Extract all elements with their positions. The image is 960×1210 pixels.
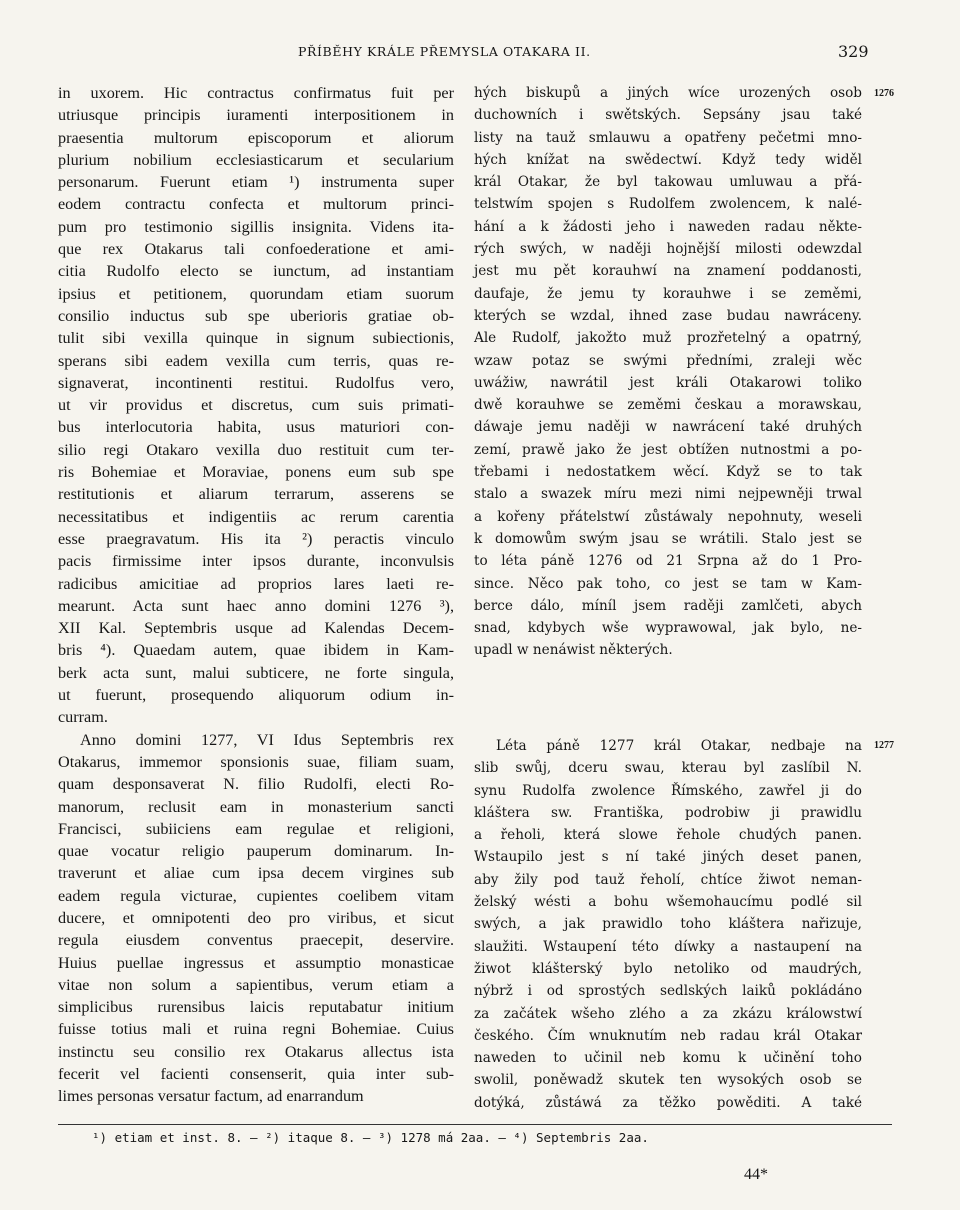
text-line: Ale Rudolf, jakožto muž prozřetelný a opatrný, [474, 330, 862, 347]
page-number: 329 [838, 42, 869, 61]
text-line: in uxorem. Hic contractus confirmatus fuit per [58, 84, 454, 102]
text-line: radicibus amicitiae ad proprios lares laeti re- [58, 574, 454, 593]
text-line: ris Bohemiae et Moraviae, ponens eum sub spe [58, 463, 454, 482]
text-line: swých, a jak prawidlo toho kláštera nařizuje, [474, 916, 862, 933]
text-line: hých knížat na swědectwí. Když tedy widěl [474, 151, 862, 168]
text-line: ipsius et petitionem, quorundam etiam suorum [58, 284, 454, 303]
text-line: Otakarus, immemor sponsionis suae, filiam suam, [58, 752, 454, 771]
text-line: utriusque principis iuramenti interpositionem in [58, 106, 454, 125]
text-line: za začátek wšeho zlého a za zkázu králowstwí [474, 1005, 862, 1022]
text-line: ut vir providus et discretus, cum suis primati- [58, 396, 454, 415]
text-line: upadl w nenáwist některých. [474, 642, 673, 659]
text-line: bus interlocutoria habita, usus maturiori con- [58, 418, 454, 437]
text-line: a kořeny přátelstwí zůstáwaly nepohnuty, weseli [474, 508, 862, 525]
text-line: quam desponsaverat N. filio Rudolfi, electi Ro- [58, 775, 454, 794]
text-line: hých biskupů a jiných wíce urozených osob [474, 85, 862, 101]
text-line: pacis firmissime inter ipsos durante, inconvulsis [58, 552, 454, 571]
footnotes: ¹) etiam et inst. 8. — ²) itaque 8. — ³) 1278 má 2aa. — ⁴) Septembris 2aa. [92, 1130, 649, 1145]
text-line: berk acta sunt, malui subticere, ne forte singula, [58, 663, 454, 682]
text-line: Wstaupilo jest s ní také jiných deset panen, [474, 849, 862, 866]
czech-text-column-top [474, 82, 862, 662]
text-line: dwě korauhwe se zeměmi českau a morawskau, [474, 397, 862, 414]
text-line: manorum, reclusit eam in monasterium sancti [58, 797, 454, 816]
text-line: restitutionis et aliarum terrarum, asserens se [58, 485, 454, 504]
text-line: mearunt. Acta sunt haec anno domini 1276 ³), [58, 596, 454, 615]
text-line: simplicibus rurensibus laicis reputabatur initium [58, 998, 454, 1017]
text-line: snad, kdybych wše wyprawowal, jak bylo, ne- [474, 620, 862, 637]
text-line: limes personas versatur factum, ad enarrandum [58, 1087, 364, 1106]
text-line: XII Kal. Septembris usque ad Kalendas Decem- [58, 619, 454, 638]
running-header [0, 44, 960, 64]
text-line: a řeholi, která slowe řehole chudých panen. [474, 827, 862, 844]
text-line: swolil, poněwadž skutek ten wysokých osob se [474, 1072, 862, 1089]
text-line: to léta páně 1276 od 21 Srpna až do 1 Pro- [474, 553, 862, 570]
text-line: zemí, prawě jako že jest obtížen nutnostmi a po- [474, 441, 862, 458]
text-line: personarum. Fuerunt etiam ¹) instrumenta super [58, 173, 454, 192]
margin-year-1277: 1277 [874, 740, 894, 751]
text-line: aby žily pod tauž řeholí, chtíce žiwot neman- [474, 871, 862, 888]
text-line: quae vocatur religio pauperum dominarum. In- [58, 842, 454, 861]
text-line: českého. Čím wnuknutím neb radau král Otakar [474, 1027, 862, 1044]
text-line: fuisse totius mali et ruina regni Bohemiae. Cuius [58, 1020, 454, 1039]
text-line: dáwaje jemu naději w nawrácení také druhých [474, 419, 862, 436]
text-line: consilio inductus sub spe uberioris gratiae ob- [58, 306, 454, 325]
text-line: traverunt et aliae cum ipsa decem virgines sub [58, 864, 454, 883]
text-line: kterých se wzdal, ihned zase budau nawráceny. [474, 307, 862, 324]
text-line: instinctu seu consilio rex Otakarus allectus ista [58, 1042, 454, 1061]
footnote-rule [58, 1124, 892, 1125]
text-line: dotýká, zůstáwá za těžko powěditi. A také [474, 1094, 862, 1111]
margin-year-1276: 1276 [874, 88, 894, 99]
text-line: synu Rudolfa zwolence Římského, zawřel ji do [474, 782, 862, 799]
text-line: Francisci, subiiciens eam regulae et religioni, [58, 819, 454, 838]
text-line: regula eiusdem conventus praecepit, deservire. [58, 931, 454, 950]
latin-text-column [58, 82, 454, 1108]
text-line: žiwot klášterský bylo netoliko od maudrých, [474, 960, 862, 977]
text-line: silio regi Otakaro vexilla duo restituit cum ter- [58, 440, 454, 459]
text-line: nawеden to učinil neb komu k učinění toho [474, 1050, 862, 1067]
text-line: ut fuerunt, prosequendo aliquorum odium in- [58, 686, 454, 705]
text-line: que rex Otakarus tali confoederatione et ami- [58, 240, 454, 259]
text-line: signaverat, incontinenti restitui. Rudolfus vero, [58, 373, 454, 392]
text-line: bris ⁴). Quaedam autem, quae ibidem in Kam- [58, 641, 454, 660]
czech-text-column-bottom [474, 735, 862, 1114]
text-line: necessitatibus et indigentiis ac rerum carentia [58, 507, 454, 526]
text-line: král Otakar, že byl takowau umluwau a přá- [474, 174, 862, 191]
text-line: telstwím spojen s Rudolfem zwolencem, k nalé- [474, 196, 862, 213]
text-line: slib swůj, dceru swau, kterau byl zaslíbil N. [474, 760, 862, 777]
text-line: berce dálo, míníl jsem raději zamlčeti, abych [474, 597, 862, 614]
text-line: plurium nobilium ecclesiasticarum et secularium [58, 150, 454, 169]
text-line: Léta páně 1277 král Otakar, nedbaje na [496, 738, 862, 754]
signature-mark: 44* [744, 1166, 768, 1183]
text-line: Huius puellae ingressus et assumptio monasticae [58, 953, 454, 972]
text-line: daufaje, že jemu ty korauhwe i se zeměmi, [474, 285, 862, 302]
text-line: listy na tauž smlauwu a opatřeny pečetmi mno- [474, 129, 862, 146]
text-line: nýbrž i od sprostých sedlských laiků pokládáno [474, 983, 862, 1000]
text-line: curram. [58, 708, 108, 727]
text-line: slaužiti. Wstaupení této díwky a nastaupení na [474, 938, 862, 955]
text-line: sperans sibi eadem vexilla cum terris, quas re- [58, 351, 454, 370]
text-line: želský wésti a bohu wšemohaucímu podlé sil [474, 894, 862, 911]
text-line: stalo a swazek míru mezi nimi nejpewněji trwal [474, 486, 862, 503]
text-line: Anno domini 1277, VI Idus Septembris rex [80, 730, 454, 749]
text-line: eadem regula victurae, cupientes coelibem vitam [58, 886, 454, 905]
running-title: PŘÍBĚHY KRÁLE PŘEMYSLA OTAKARA II. [298, 44, 591, 59]
text-line: k domowům swým jsau se wrátili. Stalo jest se [474, 530, 862, 547]
text-line: uwážiw, nawrátil jest králi Otakarowi toliko [474, 374, 862, 391]
text-line: jest mu pět korauhwí na znamení poddanosti, [474, 263, 862, 280]
text-line: esse praegravatum. His ita ²) peractis vinculo [58, 529, 454, 548]
text-line: citia Rudolfo electo se iunctum, ad instantiam [58, 262, 454, 281]
text-line: vitae non solum a sapientibus, verum etiam a [58, 975, 454, 994]
text-line: hání a k žádosti jeho i nawеden radau někte- [474, 218, 862, 235]
text-line: eodem contractu confecta et multorum princi- [58, 195, 454, 214]
text-line: fecerit vel facienti consenserit, quia inter sub- [58, 1065, 454, 1084]
text-line: duchowních i swětských. Sepsány jsau také [474, 107, 862, 124]
text-line: tulit sibi vexilla quinque in signum subiectionis, [58, 329, 454, 348]
text-line: pum pro testimonio sigillis insignita. Videns ita- [58, 217, 454, 236]
text-line: třebami i nedostatkem wěcí. Když se to tak [474, 464, 862, 481]
text-line: wzaw potaz se swými předními, zraleji wěc [474, 352, 862, 369]
text-line: kláštera sw. Františka, podrobiw ji prawidlu [474, 804, 862, 821]
text-line: praesentia multorum episcoporum et aliorum [58, 128, 454, 147]
text-line: since. Něco pak toho, co jest se tam w Kam- [474, 575, 862, 592]
text-line: ducere, et omnipotenti deo pro viribus, et sicut [58, 908, 454, 927]
text-line: rých swých, w naději hojnější milosti odewzdal [474, 241, 862, 258]
